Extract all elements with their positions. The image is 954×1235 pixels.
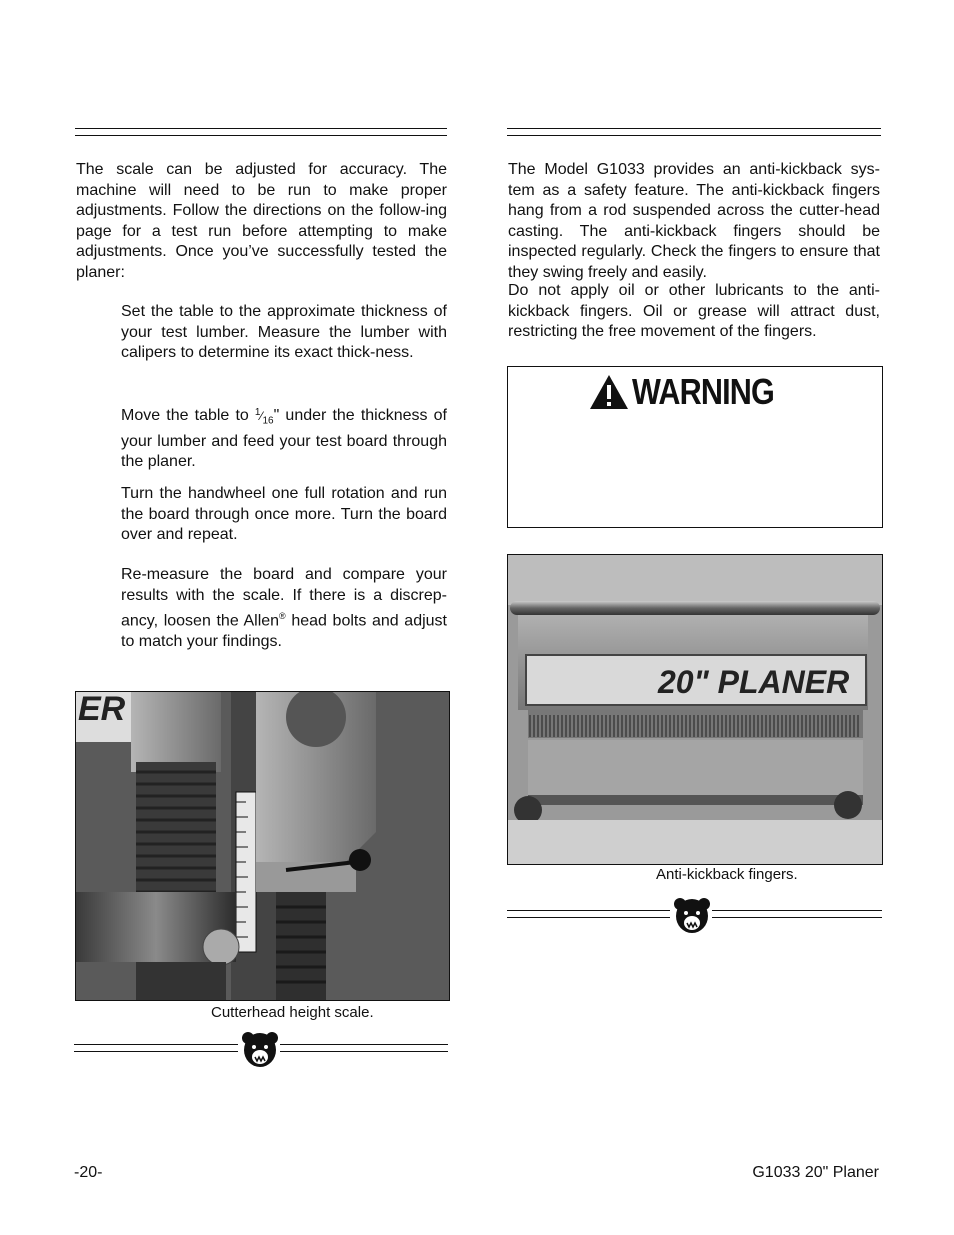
cutterhead-scale-illustration — [76, 692, 450, 1001]
warning-triangle-icon — [588, 373, 630, 411]
left-header-rule — [75, 128, 447, 136]
planer-illustration — [508, 555, 883, 865]
left-divider-line-b — [280, 1044, 448, 1052]
step-2: Move the table to $^1⁄_{16}$" under the thickness of your lumber and feed your test board through the planer. — [121, 407, 447, 471]
right-header-rule — [507, 128, 881, 136]
page-number: -20- — [74, 1164, 103, 1181]
step-4: Re-measure the board and compare your results with the scale. If there is a discrep-ancy, loosen the Allen® head bolts and adjust to match your findings. — [121, 566, 447, 650]
step-1: Set the table to the approximate thickness of your test lumber. Measure the lumber with calipers to determine its exact thick-ness. — [121, 303, 447, 361]
warning-box — [507, 366, 883, 528]
right-divider-line-b — [712, 910, 882, 918]
bear-logo-icon — [240, 1030, 280, 1070]
svg-text:ER: ER — [78, 692, 126, 728]
step-3: Turn the handwheel one full rotation and run the board through once more. Turn the board over and repeat. — [121, 485, 447, 543]
anti-kickback-caption: Anti-kickback fingers. — [656, 866, 798, 883]
warning-header — [588, 371, 799, 413]
right-divider-line-a — [507, 910, 670, 918]
cutterhead-caption: Cutterhead height scale. — [211, 1004, 374, 1021]
planer-label: 20" PLANER — [658, 664, 850, 700]
anti-kickback-photo — [507, 554, 883, 865]
warning-title: WARNING — [632, 371, 774, 412]
lubricant-paragraph: Do not apply oil or other lubricants to the anti-kickback fingers. Oil or grease will attract dust, restricting the free movement of the fingers. — [508, 282, 880, 340]
intro-paragraph: The scale can be adjusted for accuracy. The machine will need to be run to make proper adjustments. Follow the directions on the follow-ing page for a test run before attempting to make adjustments. Once you’ve successfully tested the planer: — [76, 161, 447, 281]
bear-logo-icon — [672, 896, 712, 936]
anti-kickback-paragraph: The Model G1033 provides an anti-kickback sys-tem as a safety feature. The anti-kickback fingers hang from a rod suspended across the cutter-head casting. The anti-kickback fingers should be inspected regularly. Check the fingers to ensure that they swing freely and easily. — [508, 161, 880, 281]
cutterhead-scale-photo — [75, 691, 450, 1001]
footer-model: G1033 20" Planer — [752, 1164, 879, 1181]
left-divider-line-a — [74, 1044, 238, 1052]
